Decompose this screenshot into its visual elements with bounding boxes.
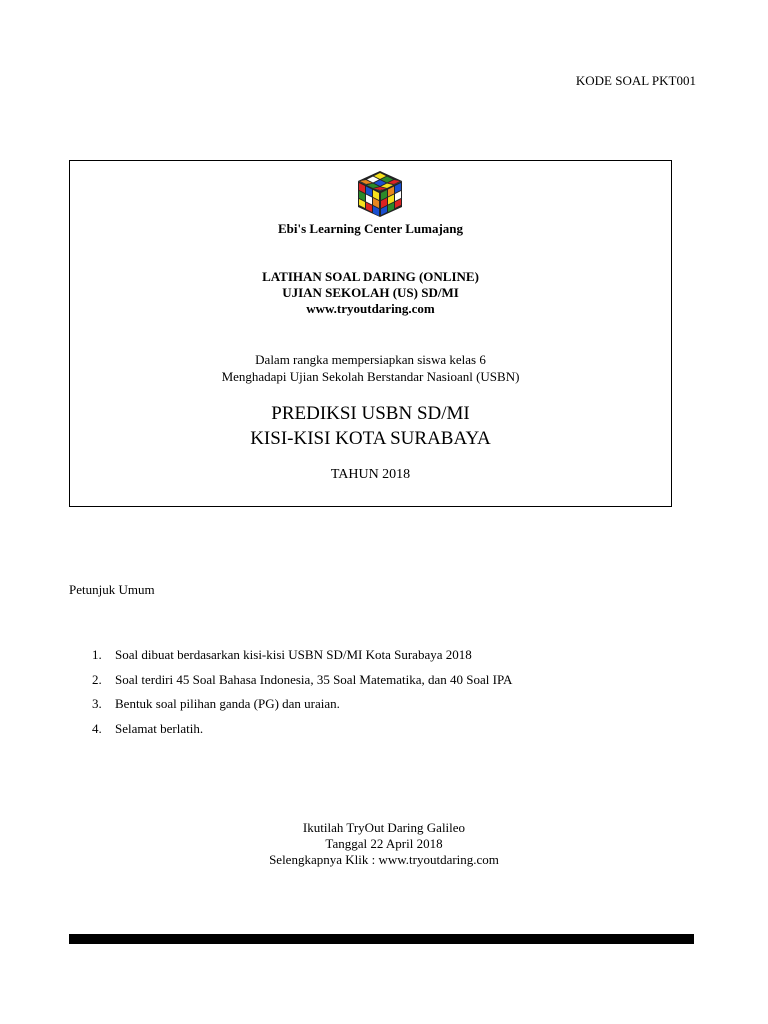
title-line: KISI-KISI KOTA SURABAYA [250, 428, 491, 449]
footer-line: Ikutilah TryOut Daring Galileo [302, 820, 466, 835]
footer-text [0, 820, 768, 868]
list-item [92, 696, 512, 721]
exam-heading [70, 269, 671, 317]
title-line: PREDIKSI USBN SD/MI [271, 403, 470, 424]
list-item [92, 647, 512, 672]
heading-line: LATIHAN SOAL DARING (ONLINE) [262, 269, 479, 284]
item-text: Soal dibuat berdasarkan kisi-kisi USBN SD/MI Kota Surabaya 2018 [115, 647, 472, 662]
intro-text [70, 351, 671, 385]
intro-line: Menghadapi Ujian Sekolah Berstandar Nasioanl (USBN) [221, 369, 520, 384]
footer-divider [69, 934, 694, 944]
header-box [69, 160, 672, 507]
list-item [92, 672, 512, 697]
footer-line: Tanggal 22 April 2018 [325, 836, 443, 851]
item-text: Bentuk soal pilihan ganda (PG) dan uraian. [115, 696, 340, 711]
instructions-list [92, 647, 512, 745]
rubiks-cube-icon [354, 167, 406, 219]
organization-name: Ebi's Learning Center Lumajang [277, 221, 464, 236]
item-number: 2. [92, 671, 102, 687]
instructions-title: Petunjuk Umum [69, 582, 155, 597]
website-link[interactable]: www.tryoutdaring.com [306, 301, 435, 316]
intro-line: Dalam rangka mempersiapkan siswa kelas 6 [255, 352, 486, 367]
item-number: 4. [92, 720, 102, 736]
kode-soal: KODE SOAL PKT001 [575, 73, 696, 88]
list-item [92, 721, 512, 746]
heading-line: UJIAN SEKOLAH (US) SD/MI [282, 285, 459, 300]
item-number: 3. [92, 696, 102, 711]
item-text: Soal terdiri 45 Soal Bahasa Indonesia, 35 Soal Matematika, dan 40 Soal IPA [115, 671, 513, 687]
item-number: 1. [92, 647, 102, 662]
document-title [70, 401, 671, 451]
item-text: Selamat berlatih. [115, 720, 204, 736]
year-label: TAHUN 2018 [330, 467, 411, 482]
footer-link[interactable]: Selengkapnya Klik : www.tryoutdaring.com [269, 852, 499, 867]
